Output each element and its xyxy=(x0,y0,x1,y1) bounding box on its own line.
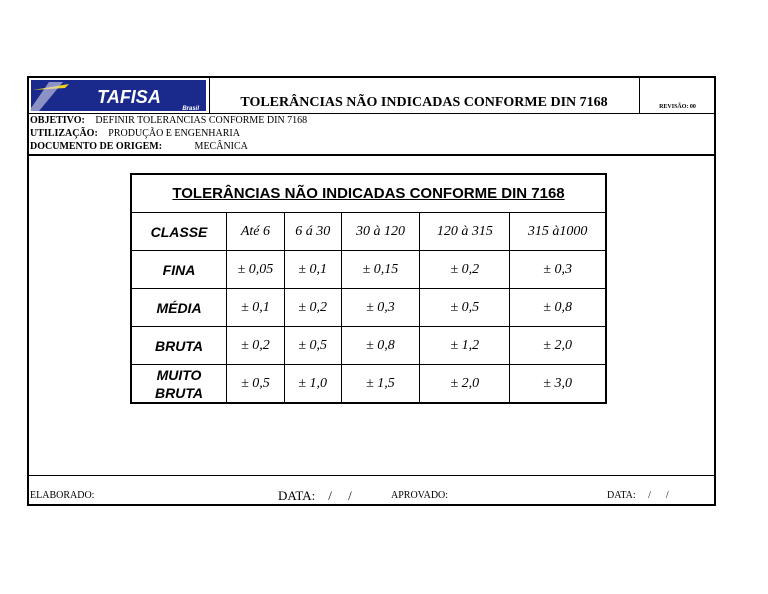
usage-value: PRODUÇÃO E ENGENHARIA xyxy=(108,128,240,139)
row-class-label: FINA xyxy=(131,251,227,289)
table-cell: ± 0,5 xyxy=(420,289,510,327)
objective-value: DEFINIR TOLERANCIAS CONFORME DIN 7168 xyxy=(95,115,308,126)
table-cell: ± 0,1 xyxy=(284,251,341,289)
origin-label: DOCUMENTO DE ORIGEM: xyxy=(30,141,163,152)
table-cell: ± 0,3 xyxy=(341,289,420,327)
header-cell: 30 à 120 xyxy=(341,213,420,251)
table-cell: ± 1,5 xyxy=(341,365,420,404)
table-cell: ± 0,5 xyxy=(227,365,285,404)
tolerance-table xyxy=(130,173,607,404)
table-cell: ± 1,2 xyxy=(420,327,510,365)
origin-row xyxy=(30,140,248,153)
objective-row xyxy=(30,114,307,127)
table-cell: ± 2,0 xyxy=(510,327,606,365)
revision-label: REVISÃO: 00 xyxy=(639,78,715,113)
company-logo xyxy=(29,78,210,113)
table-cell: ± 1,0 xyxy=(284,365,341,404)
document-info xyxy=(29,113,714,156)
row-class-label: MÉDIA xyxy=(131,289,227,327)
date-field-1: DATA: / / xyxy=(278,488,352,503)
aprovado-label: APROVADO: xyxy=(391,490,449,501)
table-cell: ± 3,0 xyxy=(510,365,606,404)
table-cell: ± 2,0 xyxy=(420,365,510,404)
table-row xyxy=(131,365,606,404)
document-frame xyxy=(27,76,716,506)
table-row xyxy=(131,289,606,327)
header-cell: 120 à 315 xyxy=(420,213,510,251)
elaborado-label: ELABORADO: xyxy=(30,490,95,501)
header-cell: Até 6 xyxy=(227,213,285,251)
table-cell: ± 0,05 xyxy=(227,251,285,289)
table-caption: TOLERÂNCIAS NÃO INDICADAS CONFORME DIN 7168 xyxy=(131,174,606,213)
table-cell: ± 0,2 xyxy=(284,289,341,327)
table-header-row xyxy=(131,213,606,251)
header-cell: CLASSE xyxy=(131,213,227,251)
signature-footer xyxy=(29,475,714,505)
row-class-label: MUITO BRUTA xyxy=(131,365,227,404)
table-cell: ± 0,3 xyxy=(510,251,606,289)
table-row xyxy=(131,251,606,289)
table-cell: ± 0,8 xyxy=(341,327,420,365)
table-cell: ± 0,8 xyxy=(510,289,606,327)
objective-label: OBJETIVO: xyxy=(30,115,85,126)
date-field-2: DATA: / / xyxy=(607,490,669,501)
row-class-label: BRUTA xyxy=(131,327,227,365)
header-cell: 6 á 30 xyxy=(284,213,341,251)
origin-value: MECÂNICA xyxy=(194,141,248,152)
usage-label: UTILIZAÇÃO: xyxy=(30,128,98,139)
table-cell: ± 0,2 xyxy=(227,327,285,365)
table-cell: ± 0,5 xyxy=(284,327,341,365)
table-cell: ± 0,2 xyxy=(420,251,510,289)
logo-subtext: Brasil xyxy=(182,106,199,112)
logo-text: TAFISA xyxy=(97,87,161,107)
document-title: TOLERÂNCIAS NÃO INDICADAS CONFORME DIN 7168 xyxy=(240,95,608,110)
usage-row xyxy=(30,127,240,140)
table-cell: ± 0,1 xyxy=(227,289,285,327)
table-cell: ± 0,15 xyxy=(341,251,420,289)
table-row xyxy=(131,327,606,365)
header-cell: 315 à1000 xyxy=(510,213,606,251)
